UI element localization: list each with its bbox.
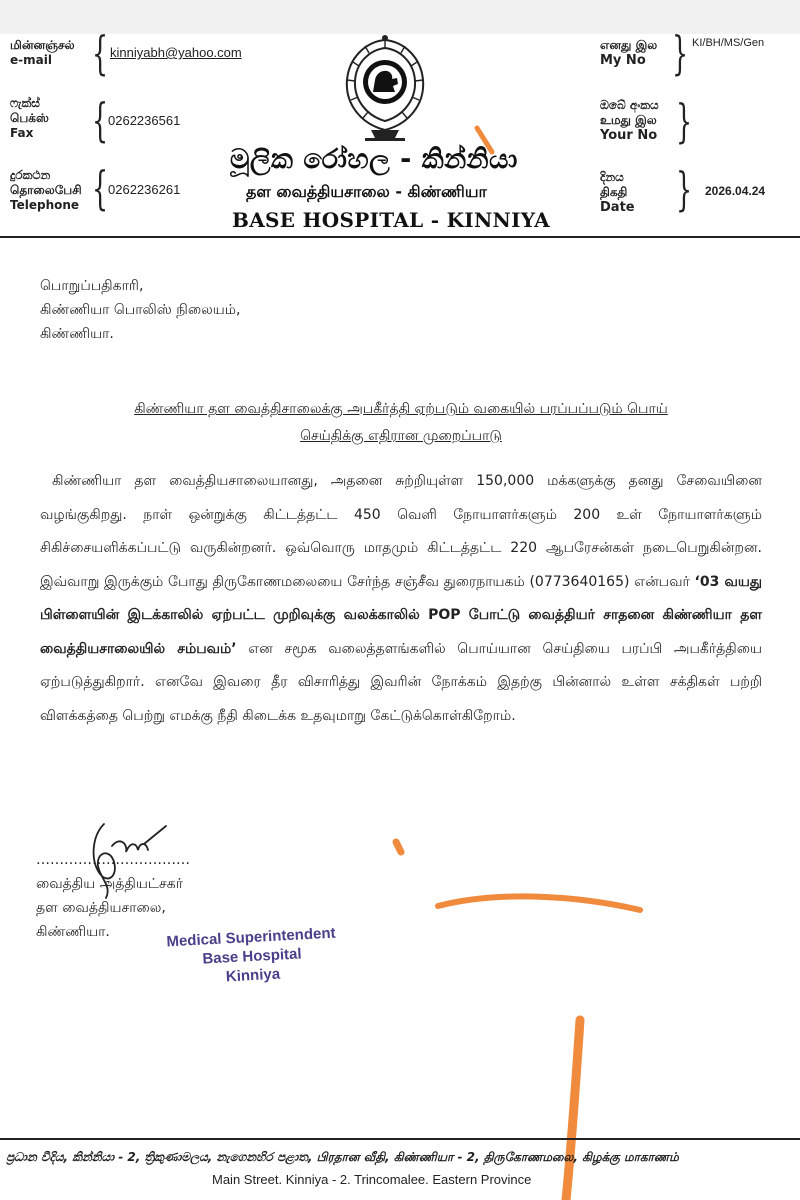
email-value[interactable]: kinniyabh@yahoo.com <box>110 45 242 60</box>
stamp-line: Kinniya <box>225 965 281 986</box>
hospital-title-sinhala: මූලික රෝහල - කින්නියා <box>230 144 518 175</box>
brace-glyph: { <box>92 161 109 215</box>
signature-dots: …………………………… <box>36 852 190 868</box>
body-text-part: கிண்ணியா தள வைத்தியசாலையானது, அதனை சுற்றியுள்ள 150,000 மக்களுக்கு தனது சேவையினை வழங்குகிறது. நாள் ஒன்றுக்கு கிட்டத்தட்ட 450 வெளி நோயாளர்களும் 200 உள் நோயாளர்களும் சிகிச்சையளிக்கப்பட்டு வருகின்றனர். ஒவ்வொரு மாதமும் கிட்டத்தட்ட 220 ஆபரேசன்கள் நடைபெறுகின்றன. இவ்வாறு இருக்கும் போது திருகோணமலையை சேர்ந்த சஞ்சீவ துரைநாயகம் (0773640165) என்பவர் <box>40 473 762 590</box>
email-label-ta: மின்னஞ்சல் <box>10 38 75 52</box>
date-value: 2026.04.24 <box>705 184 766 198</box>
my-no-label-en: My No <box>600 53 646 68</box>
marker-vertical-mark <box>566 1020 580 1200</box>
your-no-label-si: ඔබේ අංකය <box>600 98 659 112</box>
telephone-label-si: දුරකථන <box>10 168 51 182</box>
marker-underline-mark <box>438 896 640 910</box>
footer-address-local: ප්‍රධාන වීදිය, කින්නියා - 2, ත්‍රිකුණාමලය, නැගෙනහිර පළාත, பிரதான வீதி, கிண்ணியா - 2, திருகோணமலை, கிழக்கு மாகாணம் <box>6 1150 679 1164</box>
fax-label-ta: பெக்ஸ் <box>10 111 49 125</box>
signature-line: தள வைத்தியசாலை, <box>36 900 166 916</box>
signature-line: கிண்ணியா. <box>36 924 110 940</box>
telephone-label-en: Telephone <box>10 198 80 212</box>
your-no-label-en: Your No <box>600 128 658 143</box>
hospital-title-english: BASE HOSPITAL - KINNIYA <box>232 208 550 232</box>
footer-rule <box>0 1138 800 1140</box>
subject-line: செய்திக்கு எதிரான முறைப்பாடு <box>300 428 502 444</box>
telephone-value: 0262236261 <box>108 182 181 197</box>
body-text-part: என சமூக வலைத்தளங்களில் பொய்யான செய்தியை பரப்பி அபகீர்த்தியை ஏற்படுத்துகிறார். எனவே இவரை தீர விசாரித்து இவரின் நோக்கம் இதற்கு பின்னால் உள்ள சக்திகள் பற்றி விளக்கத்தை பெற்று எமக்கு நீதி கிடைக்க உதவுமாறு கேட்டுக்கொள்கிறோம். <box>40 640 762 724</box>
fax-label-si: ෆැක්ස් <box>10 96 40 110</box>
signature-title: வைத்திய அத்தியட்சகர் <box>36 876 184 892</box>
addressee-line: பொறுப்பதிகாரி, <box>40 278 144 294</box>
your-no-label-ta: உமது இல <box>600 113 657 127</box>
fax-value: 0262236561 <box>108 113 181 128</box>
addressee-line: கிண்ணியா பொலிஸ் நிலையம், <box>40 302 241 318</box>
brace-glyph: { <box>92 26 109 80</box>
my-no-label-ta: எனது இல <box>600 38 658 52</box>
addressee-line: கிண்ணியா. <box>40 326 114 342</box>
subject-line: கிண்ணியா தள வைத்திசாலைக்கு அபகீர்த்தி ஏற்படும் வகையில் பரப்பப்படும் பொய் <box>134 401 668 417</box>
telephone-label-ta: தொலைபேசி <box>10 183 82 197</box>
fax-label-en: Fax <box>10 126 34 140</box>
hospital-title-tamil: தள வைத்தியசாலை - கிண்ணியா <box>246 182 487 201</box>
brace-glyph: } <box>672 26 689 80</box>
marker-tick-mark <box>477 128 492 152</box>
my-no-value: KI/BH/MS/Gen <box>692 37 765 49</box>
date-label-ta: திகதி <box>600 185 628 199</box>
brace-glyph: { <box>92 93 109 147</box>
date-label-en: Date <box>600 200 635 215</box>
stamp-line: Medical Superintendent <box>166 924 336 951</box>
marker-dot-mark <box>396 842 401 852</box>
brace-glyph: } <box>676 162 693 216</box>
footer-address-english: Main Street. Kinniya - 2. Trincomalee. Eastern Province <box>212 1172 532 1187</box>
stamp-line: Base Hospital <box>202 945 302 968</box>
brace-glyph: } <box>676 94 693 148</box>
body-quote: ‘03 வயது பிள்ளையின் இடக்காலில் ஏற்பட்ட முறிவுக்கு வலக்காலில் POP போட்டு வைத்தியர் சாதனை கிண்ணியா தள வைத்தியசாலையில் சம்பவம்’ <box>40 573 762 657</box>
date-label-si: දිනය <box>600 170 624 184</box>
email-label-en: e-mail <box>10 53 52 67</box>
